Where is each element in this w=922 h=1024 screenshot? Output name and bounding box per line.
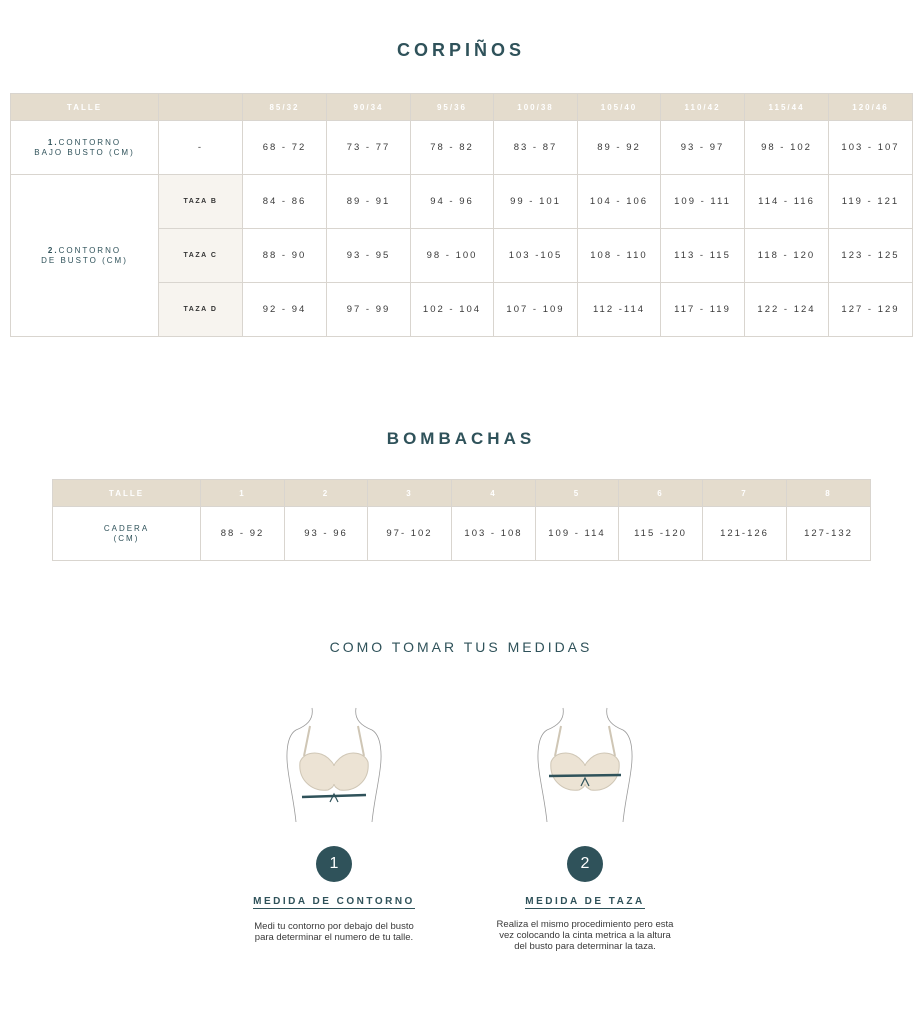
step-description-line: del busto para determinar la taza. (514, 941, 656, 952)
table-cell: 68 - 72 (243, 121, 327, 175)
table-cell: 97 - 99 (327, 283, 411, 337)
header-cell: 90/34 (327, 94, 411, 121)
table-cell: 89 - 91 (327, 175, 411, 229)
header-cell: 1 (201, 480, 285, 507)
table-cell: 94 - 96 (411, 175, 494, 229)
cup-label: TAZA B (159, 175, 243, 229)
row-label-bajo-busto (11, 121, 159, 175)
table-row (53, 507, 871, 561)
step-title: MEDIDA DE TAZA (525, 896, 645, 907)
row-label-line: (CM) (113, 533, 140, 543)
table-cell: 121-126 (703, 507, 787, 561)
table-cell: 93 - 96 (285, 507, 368, 561)
table-cell: 102 - 104 (411, 283, 494, 337)
table-cell: 83 - 87 (494, 121, 578, 175)
table-cell: 99 - 101 (494, 175, 578, 229)
table-cell: 119 - 121 (829, 175, 913, 229)
table-cell: 117 - 119 (661, 283, 745, 337)
row-number: 2. (47, 245, 59, 255)
table-header-row (11, 94, 913, 121)
row-label-busto (11, 175, 159, 337)
header-cell: 8 (787, 480, 871, 507)
table-header-row (53, 480, 871, 507)
table-cell: 98 - 100 (411, 229, 494, 283)
table-cell: 88 - 90 (243, 229, 327, 283)
step-description-line: para determinar el numero de tu talle. (254, 932, 414, 943)
step-description-line: Medi tu contorno por debajo del busto (254, 921, 414, 932)
table-cell: 107 - 109 (494, 283, 578, 337)
header-cell: 85/32 (243, 94, 327, 121)
table-cell: 84 - 86 (243, 175, 327, 229)
table-cell: 93 - 95 (327, 229, 411, 283)
header-cell: 3 (368, 480, 452, 507)
table-cell: 103 - 107 (829, 121, 913, 175)
table-cell: 88 - 92 (201, 507, 285, 561)
step-title: MEDIDA DE CONTORNO (253, 896, 415, 907)
bombachas-title: BOMBACHAS (386, 429, 536, 448)
row-label-line: BAJO BUSTO (CM) (34, 147, 135, 157)
header-cell: 7 (703, 480, 787, 507)
row-label-line: CONTORNO (58, 137, 122, 147)
step-description (465, 919, 705, 952)
bombachas-size-table (52, 479, 871, 561)
row-label-line: CONTORNO (58, 245, 122, 255)
table-cell: 89 - 92 (578, 121, 661, 175)
table-row (11, 175, 913, 229)
step-number-badge: 1 (316, 846, 352, 882)
bra-underbust-illustration (284, 706, 384, 824)
table-cell: 118 - 120 (745, 229, 829, 283)
table-cell: 108 - 110 (578, 229, 661, 283)
table-cell: 114 - 116 (745, 175, 829, 229)
corpinos-size-table (10, 93, 913, 337)
table-cell: 92 - 94 (243, 283, 327, 337)
header-cell: TALLE (11, 94, 159, 121)
table-cell: 103 -105 (494, 229, 578, 283)
sub-cell: - (159, 121, 243, 175)
bra-bust-illustration (535, 706, 635, 824)
table-row (11, 121, 913, 175)
row-label-cadera (53, 507, 201, 561)
table-cell: 122 - 124 (745, 283, 829, 337)
header-cell: 100/38 (494, 94, 578, 121)
header-cell: 95/36 (411, 94, 494, 121)
step-description (214, 921, 454, 943)
header-cell: 4 (452, 480, 536, 507)
table-cell: 78 - 82 (411, 121, 494, 175)
row-number: 1. (47, 137, 59, 147)
table-cell: 123 - 125 (829, 229, 913, 283)
cup-label: TAZA D (159, 283, 243, 337)
table-cell: 109 - 111 (661, 175, 745, 229)
step-taza (465, 706, 705, 952)
table-cell: 109 - 114 (536, 507, 619, 561)
row-label-line: CADERA (103, 523, 150, 533)
table-cell: 103 - 108 (452, 507, 536, 561)
step-description-line: Realiza el mismo procedimiento pero esta (496, 919, 674, 930)
table-cell: 113 - 115 (661, 229, 745, 283)
header-cell: 6 (619, 480, 703, 507)
header-cell: 105/40 (578, 94, 661, 121)
header-cell: 2 (285, 480, 368, 507)
table-cell: 104 - 106 (578, 175, 661, 229)
cup-label: TAZA C (159, 229, 243, 283)
table-cell: 112 -114 (578, 283, 661, 337)
header-cell (159, 94, 243, 121)
table-cell: 93 - 97 (661, 121, 745, 175)
header-cell: TALLE (53, 480, 201, 507)
header-cell: 115/44 (745, 94, 829, 121)
header-cell: 110/42 (661, 94, 745, 121)
table-cell: 127-132 (787, 507, 871, 561)
corpinos-title: CORPIÑOS (396, 40, 525, 60)
row-label-line: DE BUSTO (CM) (41, 255, 128, 265)
step-number-badge: 2 (567, 846, 603, 882)
table-cell: 73 - 77 (327, 121, 411, 175)
medidas-title: COMO TOMAR TUS MEDIDAS (329, 639, 593, 655)
table-cell: 115 -120 (619, 507, 703, 561)
table-cell: 127 - 129 (829, 283, 913, 337)
step-contorno (214, 706, 454, 943)
header-cell: 120/46 (829, 94, 913, 121)
table-cell: 98 - 102 (745, 121, 829, 175)
table-cell: 97- 102 (368, 507, 452, 561)
header-cell: 5 (536, 480, 619, 507)
step-description-line: vez colocando la cinta metrica a la altura (499, 930, 671, 941)
